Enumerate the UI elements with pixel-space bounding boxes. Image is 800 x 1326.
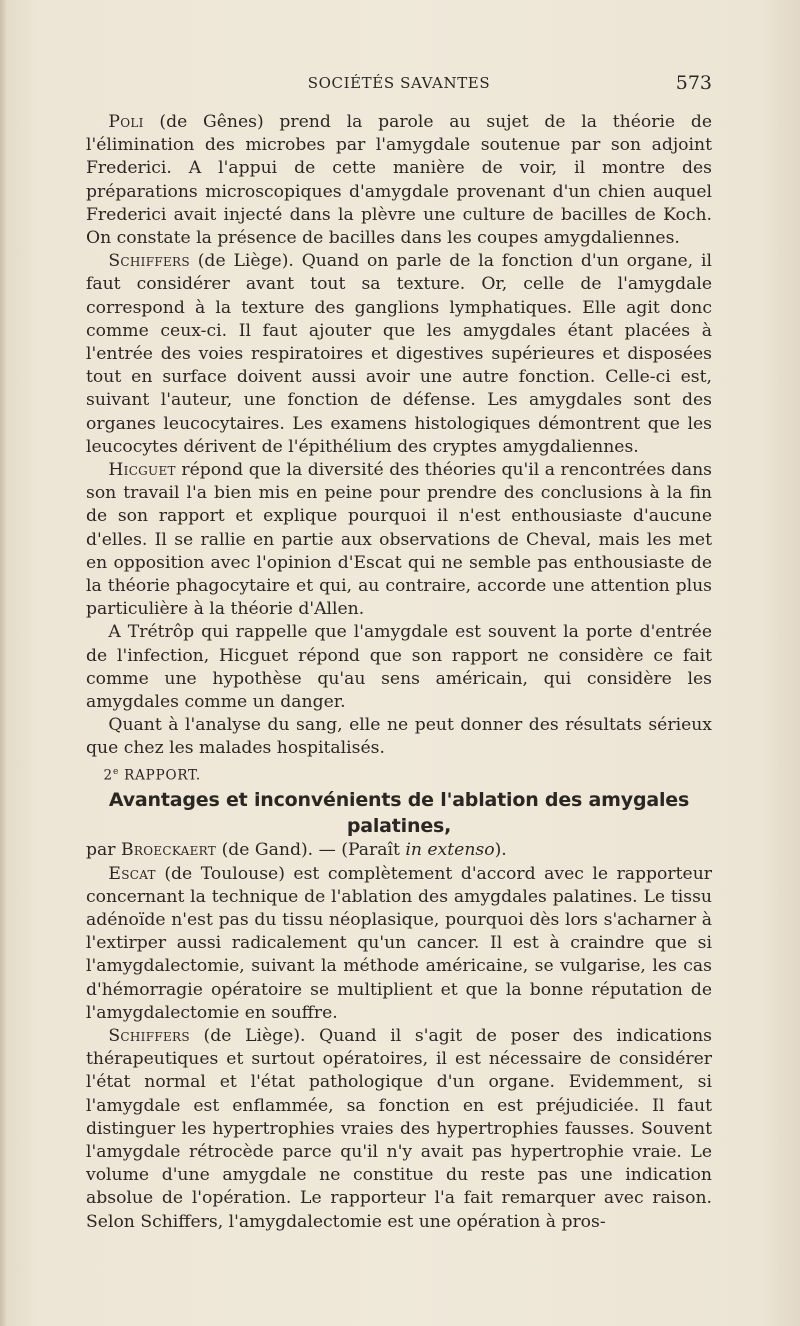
paragraph-schiffers-1 bbox=[86, 250, 712, 459]
paragraph-text: A Trétrôp qui rappelle que l'amygdale est souvent la porte d'entrée de l'infection, Hicguet répond que son rapport ne considère ce fait comme une hypothèse qu'au sens américain, qui considère les amygdales comme un danger. bbox=[86, 622, 712, 713]
section-label bbox=[86, 761, 712, 788]
section-label-word: RAPPORT. bbox=[119, 767, 201, 784]
byline-prefix: par bbox=[86, 840, 121, 861]
page-body bbox=[86, 111, 712, 1234]
paragraph-text: (de Liège). Quand on parle de la fonction d'un organe, il faut considérer avant tout sa texture. Or, celle de l'amygdale correspond à la texture des ganglions lymphatiques. Elle agit donc comme ceux-ci. Il faut ajouter que les amygdales étant placées à l'entrée des voies respiratoires et digestives supérieures et disposées tout en surface doivent aussi avoir une autre fonction. Celle-ci est, suivant l'auteur, une fonction de défense. Les amygdales sont des organes leucocytaires. Les examens histologiques démontrent que les leucocytes dérivent de l'épithélium des cryptes amygdaliennes. bbox=[86, 251, 712, 457]
byline-suffix: ). bbox=[494, 840, 507, 861]
byline-author: Broeckaert bbox=[120, 840, 217, 861]
paragraph-tretrop bbox=[86, 621, 712, 714]
byline-middle: (de Gand). — (Paraît bbox=[216, 840, 406, 861]
running-title: SOCIÉTÉS SAVANTES bbox=[307, 74, 491, 92]
speaker-name: Escat bbox=[108, 863, 156, 884]
page-edge-shadow bbox=[0, 0, 7, 1326]
paragraph-text: (de Gênes) prend la parole au sujet de la théorie de l'élimination des microbes par l'amygdale soutenue par son adjoint Frederici. A l'appui de cette manière de voir, il montre des préparations microscopiques d'amygdale provenant d'un chien auquel Frederici avait injecté dans la plèvre une culture de bacilles de Koch. On constate la présence de bacilles dans les coupes amygdaliennes. bbox=[86, 112, 712, 249]
paragraph-schiffers-2 bbox=[86, 1025, 712, 1234]
speaker-name: Schiffers bbox=[108, 251, 190, 272]
paragraph-hicguet bbox=[86, 459, 712, 621]
speaker-name: Poli bbox=[108, 112, 144, 132]
section-label-sup: e bbox=[112, 766, 120, 777]
paragraph-escat bbox=[86, 863, 712, 1025]
speaker-name: Hicguet bbox=[108, 460, 176, 481]
section-label-number: 2 bbox=[103, 767, 113, 784]
paragraph-text: (de Liège). Quand il s'agit de poser des indications thérapeutiques et surtout opératoires, il est nécessaire de considérer l'état normal et l'état pathologique d'un organe. Evidemment, si l'amygdale est enflammée, sa fonction en est préjudiciée. Il faut distinguer les hypertrophies vraies des hypertrophies fausses. Souvent l'amygdale rétrocède parce qu'il n'y avait pas hypertrophie vraie. Le volume d'une amygdale ne constitue du reste pas une indication absolue de l'opération. Le rapporteur l'a fait remarquer avec raison. Selon Schiffers, l'amygdalectomie est une opération à pros- bbox=[86, 1026, 712, 1232]
paragraph-text: Quant à l'analyse du sang, elle ne peut donner des résultats sérieux que chez les malades hospitalisés. bbox=[86, 715, 712, 759]
paragraph-poli bbox=[86, 111, 712, 250]
byline-italic: in extenso bbox=[405, 840, 495, 861]
paragraph-text: (de Toulouse) est complètement d'accord avec le rapporteur concernant la technique de l'ablation des amygdales palatines. Le tissu adénoïde n'est pas du tissu néoplasique, pourquoi dès lors s'acharner à l'extirper aussi radicalement qu'un cancer. Il est à craindre que si l'amygdalectomie, suivant la méthode américaine, se vulgarise, les cas d'hémorragie opératoire se multiplient et que la bonne réputation de l'amygdalectomie en souffre. bbox=[86, 863, 712, 1023]
running-head bbox=[86, 72, 712, 98]
section-title: Avantages et inconvénients de l'ablation des amygales palatines, bbox=[108, 789, 690, 838]
paragraph-analyse-sang bbox=[86, 714, 712, 760]
speaker-name: Schiffers bbox=[108, 1026, 190, 1047]
page-number: 573 bbox=[675, 72, 712, 94]
section-byline bbox=[86, 839, 712, 862]
paragraph-text: répond que la diversité des théories qu'il a rencontrées dans son travail l'a bien mis en peine pour prendre des conclusions à la fin de son rapport et explique pourquoi il n'est enthousiaste d'aucune d'elles. Il se rallie en partie aux observations de Cheval, mais les met en opposition avec l'opinion d'Escat qui ne semble pas enthousiaste de la théorie phagocytaire et qui, au contraire, accorde une attention plus particulière à la théorie d'Allen. bbox=[86, 460, 712, 620]
